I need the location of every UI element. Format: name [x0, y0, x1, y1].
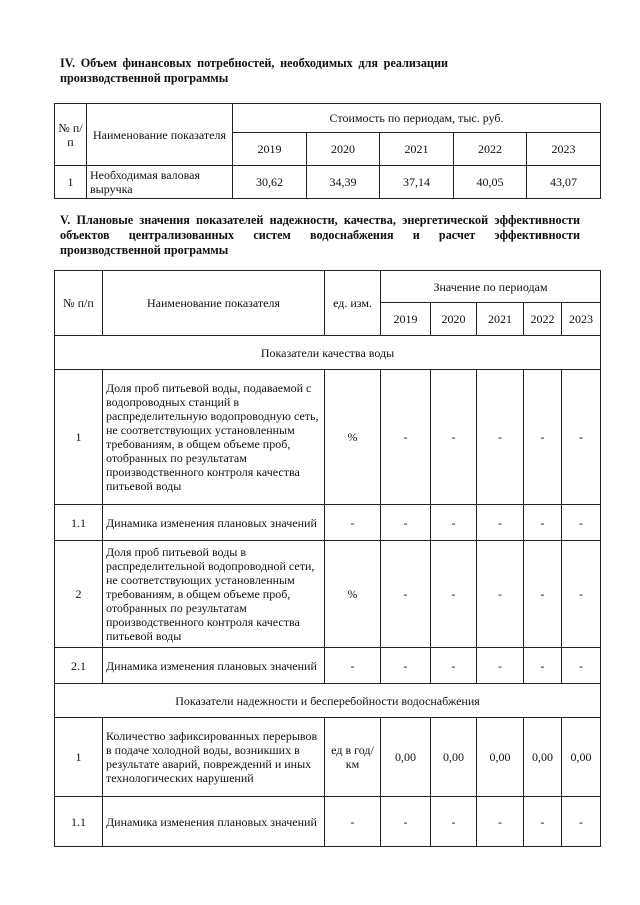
col-header-num: № п/п	[55, 104, 87, 166]
row-value: 0,00	[431, 718, 477, 797]
row-value: 37,14	[380, 166, 454, 199]
row-value: 43,07	[527, 166, 601, 199]
row-num: 1	[55, 166, 87, 199]
col-header-periods: Значение по периодам	[381, 271, 601, 303]
row-value: -	[381, 541, 431, 648]
row-name: Динамика изменения плановых значений	[103, 505, 325, 541]
year-header: 2021	[477, 303, 524, 336]
year-header: 2023	[562, 303, 601, 336]
row-name: Динамика изменения плановых значений	[103, 797, 325, 847]
row-unit: -	[325, 797, 381, 847]
row-num: 1	[55, 370, 103, 505]
row-value: -	[562, 505, 601, 541]
row-name: Доля проб питьевой воды, подаваемой с водопроводных станций в распределительную водопроводную сеть, не соответствующих установленным требованиям, в общем объеме проб, отобранных по результатам производственного контроля качества питьевой воды	[103, 370, 325, 505]
table-row	[55, 541, 601, 648]
row-value: -	[524, 541, 562, 648]
row-num: 1.1	[55, 797, 103, 847]
row-num: 2	[55, 541, 103, 648]
row-value: -	[381, 648, 431, 684]
row-value: -	[477, 505, 524, 541]
row-num: 1	[55, 718, 103, 797]
row-value: -	[381, 505, 431, 541]
row-unit: -	[325, 648, 381, 684]
row-value: -	[477, 541, 524, 648]
row-value: -	[562, 370, 601, 505]
row-num: 2.1	[55, 648, 103, 684]
col-header-unit: ед. изм.	[325, 271, 381, 336]
row-value: -	[524, 797, 562, 847]
year-header: 2020	[307, 133, 380, 166]
table-row	[55, 505, 601, 541]
row-unit: -	[325, 505, 381, 541]
row-name: Динамика изменения плановых значений	[103, 648, 325, 684]
year-header: 2019	[381, 303, 431, 336]
col-header-name: Наименование показателя	[103, 271, 325, 336]
row-value: 30,62	[233, 166, 307, 199]
row-value: 34,39	[307, 166, 380, 199]
row-value: -	[477, 648, 524, 684]
group-title-water-quality: Показатели качества воды	[55, 336, 601, 370]
row-num: 1.1	[55, 505, 103, 541]
table-row	[55, 718, 601, 797]
row-value: -	[431, 505, 477, 541]
financial-needs-table	[54, 103, 601, 199]
table-row	[55, 166, 601, 199]
year-header: 2020	[431, 303, 477, 336]
row-value: -	[477, 797, 524, 847]
row-value: -	[381, 370, 431, 505]
row-value: -	[431, 541, 477, 648]
row-value: -	[562, 541, 601, 648]
indicators-table	[54, 270, 601, 847]
row-value: 0,00	[477, 718, 524, 797]
year-header: 2022	[524, 303, 562, 336]
row-value: -	[431, 648, 477, 684]
row-value: 0,00	[381, 718, 431, 797]
row-value: -	[431, 797, 477, 847]
year-header: 2023	[527, 133, 601, 166]
section-4-heading: IV. Объем финансовых потребностей, необходимых для реализации производственной программы	[60, 56, 448, 85]
row-unit: ед в год/ км	[325, 718, 381, 797]
row-value: -	[477, 370, 524, 505]
row-value: 40,05	[454, 166, 527, 199]
row-value: -	[562, 648, 601, 684]
group-title-reliability: Показатели надежности и бесперебойности водоснабжения	[55, 684, 601, 718]
year-header: 2021	[380, 133, 454, 166]
row-name: Количество зафиксированных перерывов в подаче холодной воды, возникших в результате аварий, повреждений и иных технологических нарушений	[103, 718, 325, 797]
table-row	[55, 370, 601, 505]
row-value: 0,00	[524, 718, 562, 797]
row-name: Доля проб питьевой воды в распределительной водопроводной сети, не соответствующих установленным требованиям, в общем объеме проб, отобранных по результатам производственного контроля качества питьевой воды	[103, 541, 325, 648]
year-header: 2022	[454, 133, 527, 166]
row-value: -	[381, 797, 431, 847]
col-header-num: № п/п	[55, 271, 103, 336]
row-value: 0,00	[562, 718, 601, 797]
col-header-cost: Стоимость по периодам, тыс. руб.	[233, 104, 601, 133]
table-row	[55, 797, 601, 847]
row-value: -	[562, 797, 601, 847]
row-value: -	[524, 648, 562, 684]
row-unit: %	[325, 370, 381, 505]
row-value: -	[524, 370, 562, 505]
row-name: Необходимая валовая выручка	[87, 166, 233, 199]
row-value: -	[431, 370, 477, 505]
row-value: -	[524, 505, 562, 541]
col-header-name: Наименование показателя	[87, 104, 233, 166]
year-header: 2019	[233, 133, 307, 166]
row-unit: %	[325, 541, 381, 648]
table-row	[55, 648, 601, 684]
section-5-heading: V. Плановые значения показателей надежности, качества, энергетической эффективности объектов централизованных систем водоснабжения и расчет эффективности производственной программы	[60, 213, 580, 257]
